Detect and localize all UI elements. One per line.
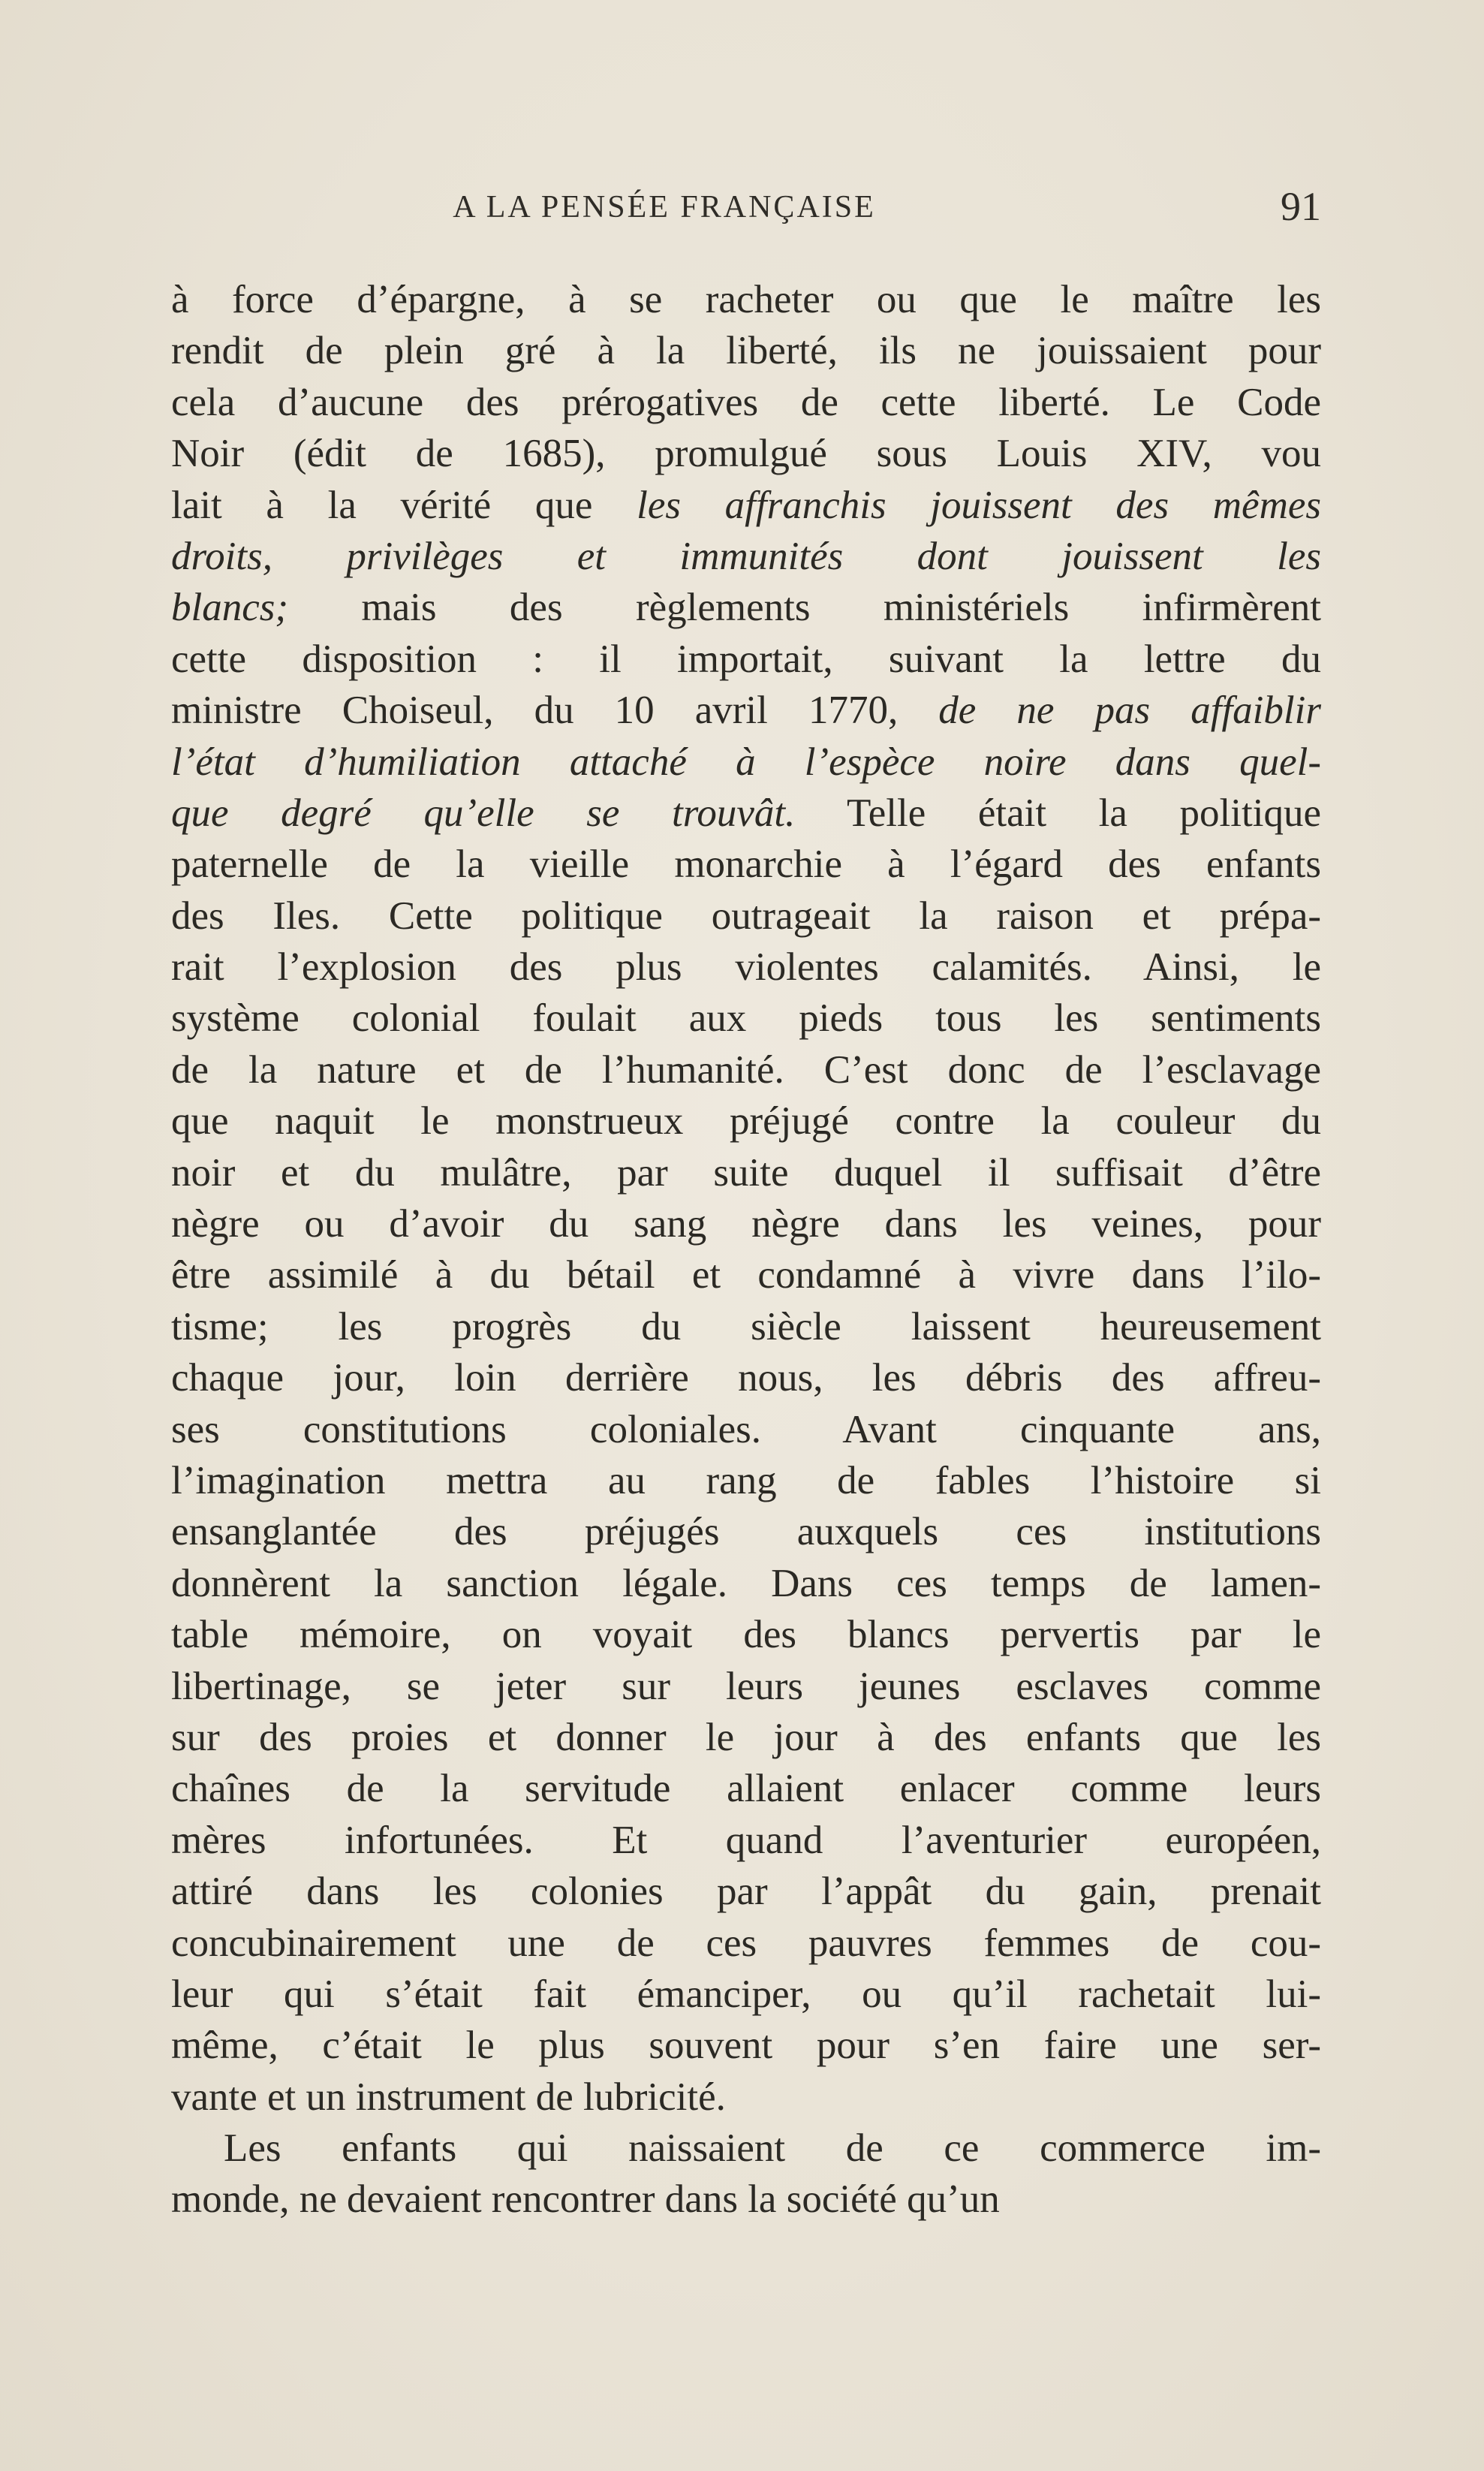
text-line (171, 942, 1321, 993)
text-line (171, 325, 1321, 376)
italic-segment: l’état d’humiliation attaché à l’espèce noire dans quel- (171, 740, 1321, 784)
text-segment: lait à la vérité que (171, 483, 637, 527)
text-segment: table mémoire, on voyait des blancs pervertis par le (171, 1613, 1321, 1657)
italic-segment: de ne pas affaiblir (938, 689, 1321, 733)
text-line (171, 1198, 1321, 1249)
text-line (171, 1506, 1321, 1557)
text-line (171, 685, 1321, 736)
text-line (171, 582, 1321, 633)
text-segment: chaînes de la servitude allaient enlacer comme leurs (171, 1767, 1321, 1811)
text-segment: cette disposition : il importait, suivant la lettre du (171, 637, 1321, 681)
text-segment: l’imagination mettra au rang de fables l’histoire si (171, 1458, 1321, 1502)
text-segment: système colonial foulait aux pieds tous les sentiments (171, 996, 1321, 1041)
text-segment: donnèrent la sanction légale. Dans ces temps de lamen- (171, 1561, 1321, 1605)
text-segment: ses constitutions coloniales. Avant cinquante ans, (171, 1407, 1321, 1451)
text-line (171, 634, 1321, 685)
text-segment: rendit de plein gré à la liberté, ils ne jouissaient pour (171, 329, 1321, 373)
text-line (171, 428, 1321, 479)
italic-segment: blancs; (171, 586, 289, 630)
page-header (173, 184, 1321, 242)
text-segment: rait l’explosion des plus violentes calamités. Ainsi, le (171, 945, 1321, 990)
running-head: A LA PENSÉE FRANÇAISE (453, 190, 876, 224)
text-line (171, 1866, 1321, 1917)
text-segment: être assimilé à du bétail et condamné à vivre dans l’ilo- (171, 1253, 1321, 1297)
text-line (171, 890, 1321, 942)
text-line (171, 1969, 1321, 2020)
text-line (171, 1249, 1321, 1300)
text-line (171, 1712, 1321, 1763)
text-line (171, 1763, 1321, 1814)
text-segment: des Iles. Cette politique outrageait la raison et prépa- (171, 893, 1321, 938)
text-line (171, 1815, 1321, 1866)
text-line (171, 531, 1321, 582)
text-line (171, 2020, 1321, 2071)
text-segment: que naquit le monstrueux préjugé contre la couleur du (171, 1099, 1321, 1144)
text-segment: ensanglantée des préjugés auxquels ces institutions (171, 1510, 1321, 1554)
text-line (171, 1095, 1321, 1147)
text-line (171, 1147, 1321, 1198)
text-segment: chaque jour, loin derrière nous, les débris des affreu- (171, 1356, 1321, 1400)
text-segment: cela d’aucune des prérogatives de cette liberté. Le Code (171, 380, 1321, 424)
text-segment: sur des proies et donner le jour à des enfants que les (171, 1715, 1321, 1759)
text-line (171, 737, 1321, 788)
text-line (171, 2072, 1321, 2123)
text-segment: attiré dans les colonies par l’appât du gain, prenait (171, 1870, 1321, 1914)
italic-segment: droits, privilèges et immunités dont jouissent les (171, 534, 1321, 578)
text-segment: Noir (édit de 1685), promulgué sous Louis XIV, vou (171, 432, 1321, 476)
text-segment: mères infortunées. Et quand l’aventurier européen, (171, 1818, 1321, 1862)
text-line (171, 1609, 1321, 1660)
text-line (171, 377, 1321, 428)
text-line (171, 2174, 1321, 2225)
text-segment: Telle était la politique (795, 791, 1321, 835)
text-segment: libertinage, se jeter sur leurs jeunes esclaves comme (171, 1664, 1321, 1708)
text-line (171, 788, 1321, 839)
text-line (171, 839, 1321, 890)
text-line (171, 1455, 1321, 1506)
text-line (171, 1044, 1321, 1095)
text-segment: concubinairement une de ces pauvres femmes de cou- (171, 1921, 1321, 1965)
text-line (171, 1352, 1321, 1403)
text-segment: même, c’était le plus souvent pour s’en faire une ser- (171, 2024, 1321, 2068)
text-segment: mais des règlements ministériels infirmèrent (288, 586, 1321, 630)
text-segment: Les enfants qui naissaient de ce commerce im- (224, 2126, 1321, 2171)
text-line (171, 993, 1321, 1044)
text-line (171, 1301, 1321, 1352)
text-line (171, 480, 1321, 531)
text-segment: tisme; les progrès du siècle laissent heureusement (171, 1304, 1321, 1349)
text-line (171, 274, 1321, 325)
text-segment: à force d’épargne, à se racheter ou que le maître les (171, 278, 1321, 321)
text-segment: de la nature et de l’humanité. C’est donc de l’esclavage (171, 1047, 1321, 1092)
text-line (171, 1918, 1321, 1969)
text-segment: leur qui s’était fait émanciper, ou qu’il rachetait lui- (171, 1972, 1321, 2016)
text-segment: vante et un instrument de lubricité. (171, 2075, 726, 2119)
text-line (171, 1404, 1321, 1455)
body-text (171, 274, 1321, 2225)
text-segment: paternelle de la vieille monarchie à l’égard des enfants (171, 842, 1321, 887)
page-number: 91 (1281, 184, 1321, 229)
italic-segment: les affranchis jouissent des mêmes (637, 483, 1321, 527)
italic-segment: que degré qu’elle se trouvât. (171, 791, 796, 835)
text-segment: noir et du mulâtre, par suite duquel il suffisait d’être (171, 1150, 1321, 1195)
text-line (171, 2123, 1321, 2174)
text-segment: ministre Choiseul, du 10 avril 1770, (171, 689, 939, 733)
text-line (171, 1661, 1321, 1712)
text-segment: nègre ou d’avoir du sang nègre dans les veines, pour (171, 1202, 1321, 1246)
text-line (171, 1558, 1321, 1609)
text-segment: monde, ne devaient rencontrer dans la société qu’un (171, 2177, 1000, 2222)
